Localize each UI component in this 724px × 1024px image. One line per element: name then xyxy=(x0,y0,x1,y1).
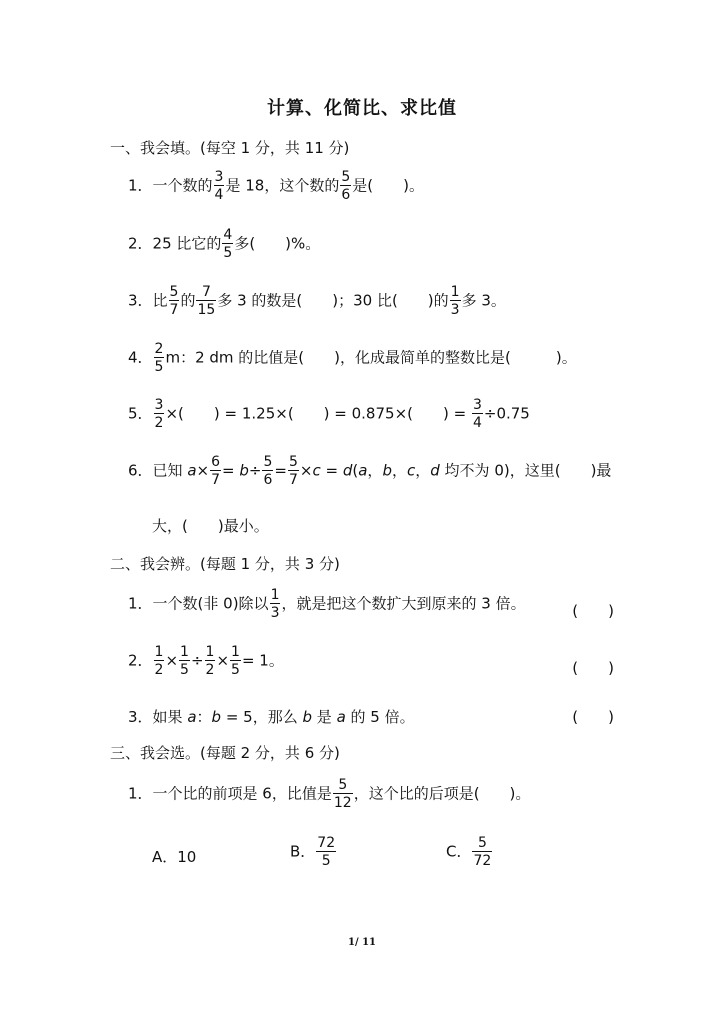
fraction: $\frac{72}{5}$ xyxy=(317,835,336,869)
question-text: ，就是把这个数扩大到原来的 3 倍。 xyxy=(281,594,526,613)
judgement-blank: ( ) xyxy=(572,602,614,620)
fraction: $\frac{4}{5}$ xyxy=(223,227,233,261)
question-2-3: 3．如果 a：b = 5，那么 b 是 a 的 5 倍。 xyxy=(128,708,415,726)
fraction: $\frac{1}{5}$ xyxy=(231,644,240,678)
question-text: 1．一个数(非 0)除以 xyxy=(128,594,269,613)
fraction: $\frac{5}{6}$ xyxy=(263,454,273,488)
question-text: 2．25 比它的 xyxy=(128,234,222,253)
question-1-4 xyxy=(128,342,577,374)
fraction: $\frac{3}{2}$ xyxy=(154,397,164,431)
question-2-2: 2． $\frac{1}{2}$ × $\frac{1}{5}$ ÷ $\frac{1}{2}$ × $\frac{1}{5}$ = 1。 xyxy=(128,644,284,678)
section-3-heading: 三、我会选。(每题 2 分，共 6 分) xyxy=(110,744,340,762)
judgement-blank: ( ) xyxy=(572,659,614,677)
question-text: ，这个比的后项是( )。 xyxy=(353,784,531,803)
option-a: A．10 xyxy=(152,848,197,866)
fraction: $\frac{7}{15}$ xyxy=(197,284,216,318)
fraction: $\frac{6}{7}$ xyxy=(211,454,221,488)
question-3-1 xyxy=(128,778,530,810)
question-1-5 xyxy=(128,398,530,430)
page-title: 计算、化简比、求比值 xyxy=(267,98,457,119)
question-1-6-continued: 大，( )最小。 xyxy=(152,517,269,535)
question-number: 5． xyxy=(128,404,153,423)
question-number: 4． xyxy=(128,348,153,367)
judgement-blank: ( ) xyxy=(572,708,614,726)
fraction: $\frac{1}{2}$ xyxy=(205,644,215,678)
page-number: 1/ 11 xyxy=(347,937,376,948)
fraction: $\frac{1}{5}$ xyxy=(180,644,189,678)
fraction: $\frac{1}{3}$ xyxy=(270,587,280,621)
option-c: C． $\frac{5}{72}$ xyxy=(446,835,492,869)
question-1-2 xyxy=(128,228,320,260)
question-1-1 xyxy=(128,170,424,202)
question-2-1 xyxy=(128,588,526,620)
section-1-heading: 一、我会填。(每空 1 分，共 11 分) xyxy=(110,139,350,157)
question-1-6: 6．已知 a× $\frac{6}{7}$ = b÷ $\frac{5}{6}$ = $\frac{5}{7}$ ×c = d(a，b，c，d 均不为 0)，这里( )最 xyxy=(128,454,612,488)
question-text: 是 18，这个数的 xyxy=(225,176,340,195)
question-text: 多 3 的数是( )；30 比( )的 xyxy=(217,291,449,310)
question-text: 1．一个比的前项是 6，比值是 xyxy=(128,784,332,803)
fraction: $\frac{5}{7}$ xyxy=(288,454,298,488)
answer-blank: 是( )。 xyxy=(352,176,424,195)
question-text: ÷0.75 xyxy=(483,404,530,423)
question-text: 多 3。 xyxy=(461,291,506,310)
fraction: $\frac{2}{5}$ xyxy=(154,341,164,375)
fraction: $\frac{1}{2}$ xyxy=(154,644,164,678)
fraction: $\frac{5}{72}$ xyxy=(473,835,492,869)
question-text: 的 xyxy=(180,291,196,310)
fraction: $\frac{5}{7}$ xyxy=(169,284,179,318)
fraction: $\frac{5}{12}$ xyxy=(333,777,352,811)
question-1-3 xyxy=(128,285,506,317)
fraction: $\frac{1}{3}$ xyxy=(450,284,460,318)
question-text: ×( ) = 1.25×( ) = 0.875×( ) = xyxy=(165,404,471,423)
question-text: 1．一个数的 xyxy=(128,176,213,195)
question-text: m：2 dm 的比值是( )，化成最简单的整数比是( )。 xyxy=(165,348,577,367)
section-2-heading: 二、我会辨。(每题 1 分，共 3 分) xyxy=(110,555,340,573)
option-b: B． $\frac{72}{5}$ xyxy=(290,835,336,869)
fraction: $\frac{5}{6}$ xyxy=(341,169,351,203)
fraction: $\frac{3}{4}$ xyxy=(214,169,224,203)
fraction: $\frac{3}{4}$ xyxy=(472,397,482,431)
question-text: 3．比 xyxy=(128,291,168,310)
answer-blank: 多( )%。 xyxy=(234,234,321,253)
